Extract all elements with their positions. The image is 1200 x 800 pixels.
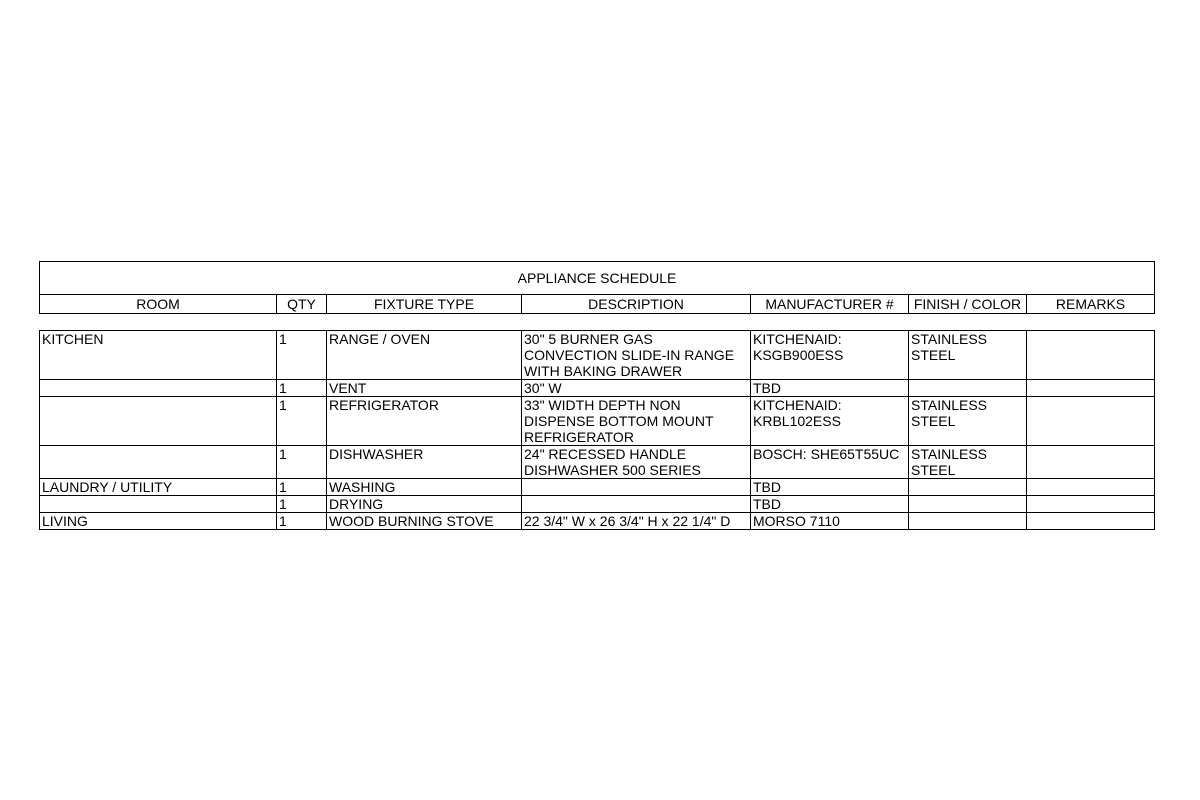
- schedule-title: APPLIANCE SCHEDULE: [40, 262, 1155, 295]
- remarks-cell: [1027, 331, 1155, 380]
- manufacturer-cell-line: TBD: [753, 479, 781, 495]
- description-cell-line: WITH BAKING DRAWER: [524, 363, 683, 379]
- room-cell: [40, 446, 277, 479]
- description-cell: [522, 331, 751, 380]
- room-cell: KITCHEN: [40, 331, 277, 380]
- manufacturer-cell: [751, 479, 909, 496]
- description-cell: [522, 479, 751, 496]
- finish-color-cell-line: STEEL: [911, 413, 956, 429]
- qty-cell: 1: [277, 331, 327, 380]
- remarks-cell: [1027, 446, 1155, 479]
- table-row: [40, 446, 1155, 479]
- manufacturer-cell: [751, 397, 909, 446]
- manufacturer-cell-line: TBD: [753, 380, 781, 396]
- table-row: [40, 513, 1155, 530]
- column-header-description: DESCRIPTION: [522, 295, 751, 314]
- fixture-type-cell: DISHWASHER: [327, 446, 522, 479]
- column-header-remarks: REMARKS: [1027, 295, 1155, 314]
- finish-color-cell: [909, 397, 1027, 446]
- fixture-type-cell: REFRIGERATOR: [327, 397, 522, 446]
- manufacturer-cell-line: TBD: [753, 496, 781, 512]
- qty-cell: 1: [277, 479, 327, 496]
- room-cell: [40, 496, 277, 513]
- table-row: [40, 380, 1155, 397]
- fixture-type-cell: RANGE / OVEN: [327, 331, 522, 380]
- manufacturer-cell: [751, 331, 909, 380]
- description-cell-line: CONVECTION SLIDE-IN RANGE: [524, 347, 735, 363]
- finish-color-cell-line: STAINLESS: [911, 446, 987, 462]
- qty-cell: 1: [277, 496, 327, 513]
- manufacturer-cell-line: MORSO 7110: [753, 513, 840, 529]
- schedule-body: [40, 331, 1155, 530]
- description-cell-line: 24" RECESSED HANDLE: [524, 446, 687, 462]
- manufacturer-cell-line: KITCHENAID:: [753, 331, 842, 347]
- description-cell-line: DISHWASHER 500 SERIES: [524, 462, 701, 478]
- table-row: [40, 397, 1155, 446]
- remarks-cell: [1027, 380, 1155, 397]
- description-cell-line: 30" 5 BURNER GAS: [524, 331, 653, 347]
- finish-color-cell-line: STAINLESS: [911, 331, 987, 347]
- remarks-cell: [1027, 397, 1155, 446]
- finish-color-cell: [909, 380, 1027, 397]
- column-header-room: ROOM: [40, 295, 277, 314]
- room-cell: LAUNDRY / UTILITY: [40, 479, 277, 496]
- fixture-type-cell: VENT: [327, 380, 522, 397]
- header-gap: [40, 314, 1155, 331]
- table-row: [40, 331, 1155, 380]
- room-cell: [40, 380, 277, 397]
- description-cell-line: 30" W: [524, 380, 562, 396]
- manufacturer-cell: [751, 513, 909, 530]
- header-row: [40, 295, 1155, 314]
- fixture-type-cell: WOOD BURNING STOVE: [327, 513, 522, 530]
- description-cell: [522, 496, 751, 513]
- finish-color-cell: [909, 513, 1027, 530]
- manufacturer-cell: [751, 380, 909, 397]
- description-cell: [522, 397, 751, 446]
- description-cell-line: DISPENSE BOTTOM MOUNT: [524, 413, 714, 429]
- finish-color-cell: [909, 496, 1027, 513]
- finish-color-cell: [909, 446, 1027, 479]
- column-header-finish-color: FINISH / COLOR: [909, 295, 1027, 314]
- qty-cell: 1: [277, 513, 327, 530]
- manufacturer-cell: [751, 446, 909, 479]
- manufacturer-cell-line: KSGB900ESS: [753, 347, 844, 363]
- finish-color-cell-line: STEEL: [911, 462, 956, 478]
- remarks-cell: [1027, 479, 1155, 496]
- description-cell-line: 33" WIDTH DEPTH NON: [524, 397, 681, 413]
- room-cell: [40, 397, 277, 446]
- qty-cell: 1: [277, 380, 327, 397]
- remarks-cell: [1027, 496, 1155, 513]
- table-row: [40, 479, 1155, 496]
- finish-color-cell: [909, 331, 1027, 380]
- remarks-cell: [1027, 513, 1155, 530]
- room-cell: LIVING: [40, 513, 277, 530]
- fixture-type-cell: DRYING: [327, 496, 522, 513]
- description-cell-line: 22 3/4" W x 26 3/4" H x 22 1/4" D: [524, 513, 731, 529]
- manufacturer-cell-line: KITCHENAID:: [753, 397, 842, 413]
- description-cell: [522, 513, 751, 530]
- description-cell-line: REFRIGERATOR: [524, 429, 634, 445]
- fixture-type-cell: WASHING: [327, 479, 522, 496]
- finish-color-cell: [909, 479, 1027, 496]
- column-header-fixture-type: FIXTURE TYPE: [327, 295, 522, 314]
- manufacturer-cell-line: KRBL102ESS: [753, 413, 841, 429]
- column-header-manufacturer: MANUFACTURER #: [751, 295, 909, 314]
- manufacturer-cell-line: BOSCH: SHE65T55UC: [753, 446, 900, 462]
- appliance-schedule-table: [39, 261, 1155, 530]
- finish-color-cell-line: STEEL: [911, 347, 956, 363]
- manufacturer-cell: [751, 496, 909, 513]
- table-row: [40, 496, 1155, 513]
- finish-color-cell-line: STAINLESS: [911, 397, 987, 413]
- description-cell: [522, 380, 751, 397]
- appliance-schedule: [39, 261, 1154, 530]
- description-cell: [522, 446, 751, 479]
- qty-cell: 1: [277, 397, 327, 446]
- qty-cell: 1: [277, 446, 327, 479]
- column-header-qty: QTY: [277, 295, 327, 314]
